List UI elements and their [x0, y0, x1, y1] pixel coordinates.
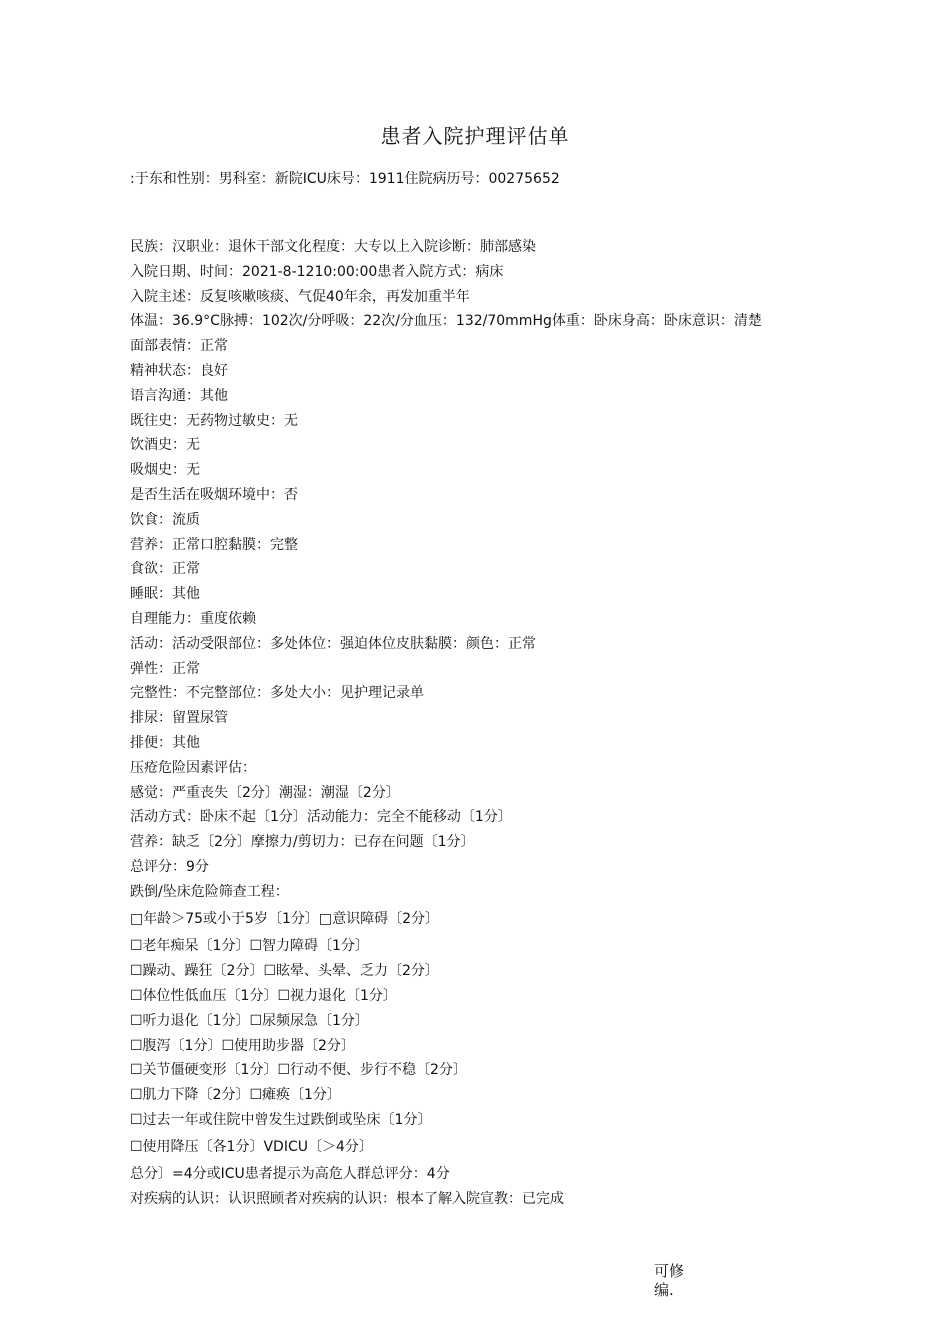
line-sleep: 睡眠：其他: [130, 586, 200, 603]
line-facial-expression: 面部表情：正常: [130, 338, 228, 355]
line-skin-elasticity: 弹性：正常: [130, 660, 200, 677]
line-smoking-environment: 是否生活在吸烟环境中：否: [130, 486, 298, 503]
line-fall-total: 总分〕=4分或ICU患者提示为高危人群总评分：4分: [130, 1166, 450, 1183]
line-appetite: 食欲：正常: [130, 561, 200, 578]
line-activity-skin: 活动：活动受限部位：多处体位：强迫体位皮肤黏膜：颜色：正常: [130, 635, 536, 652]
line-pressure-sensation: 感觉：严重丧失〔2分〕潮湿：潮湿〔2分〕: [130, 784, 400, 801]
line-disease-awareness: 对疾病的认识：认识照顾者对疾病的认识：根本了解入院宣教：已完成: [130, 1191, 564, 1208]
footer-note: 可修编.: [654, 1262, 685, 1299]
line-urination: 排尿：留置尿管: [130, 710, 228, 727]
line-mental-state: 精神状态：良好: [130, 362, 228, 379]
line-pressure-ulcer-heading: 压疮危险因素评估：: [130, 759, 256, 776]
line-fall-agitation: ☐躁动、躁狂〔2分〕☐眩晕、头晕、乏力〔2分〕: [130, 963, 439, 980]
line-nutrition-oral: 营养：正常口腔黏膜：完整: [130, 536, 298, 553]
line-ethnicity-diagnosis: 民族：汉职业：退休干部文化程度：大专以上入院诊断：肺部感染: [130, 239, 536, 255]
line-medical-history: 既往史：无药物过敏史：无: [130, 412, 298, 429]
line-pressure-nutrition: 营养：缺乏〔2分〕摩擦力/剪切力：已存在问题〔1分〕: [130, 834, 475, 851]
line-fall-history: ☐过去一年或住院中曾发生过跌倒或坠床〔1分〕: [130, 1111, 432, 1128]
page-title: 患者入院护理评估单: [380, 124, 570, 148]
line-pressure-total: 总评分：9分: [130, 858, 209, 875]
line-fall-dementia: ☐老年痴呆〔1分〕☐智力障碍〔1分〕: [130, 938, 369, 955]
line-skin-integrity: 完整性：不完整部位：多处大小：见护理记录单: [130, 685, 424, 702]
line-fall-antihypertensive: ☐使用降压〔各1分〕VDICU〔＞4分〕: [130, 1138, 373, 1155]
line-fall-joint: ☐关节僵硬变形〔1分〕☐行动不便、步行不稳〔2分〕: [130, 1062, 467, 1079]
line-fall-muscle: ☐肌力下降〔2分〕☐瘫痪〔1分〕: [130, 1087, 341, 1104]
line-fall-risk-heading: 跌倒/坠床危险筛查工程：: [130, 883, 289, 900]
line-fall-hearing: ☐听力退化〔1分〕☐尿频尿急〔1分〕: [130, 1012, 369, 1029]
line-pressure-activity: 活动方式：卧床不起〔1分〕活动能力：完全不能移动〔1分〕: [130, 809, 512, 826]
line-diet: 饮食：流质: [130, 511, 200, 528]
line-communication: 语言沟通：其他: [130, 387, 228, 404]
line-drinking-history: 饮酒史：无: [130, 437, 200, 454]
line-smoking-history: 吸烟史：无: [130, 462, 200, 479]
line-admission-datetime: 入院日期、时间：2021-8-1210:00:00患者入院方式：病床: [130, 263, 504, 280]
line-self-care: 自理能力：重度依赖: [130, 610, 256, 627]
line-vital-signs: 体温：36.9°C脉搏：102次/分呼吸：22次/分血压：132/70mmHg体重：卧床身高：卧床意识：清楚: [130, 313, 762, 330]
line-fall-age-consciousness: □年龄＞75或小于5岁〔1分〕□意识障碍〔2分〕: [130, 910, 439, 927]
assessment-body: [130, 235, 910, 1212]
line-fall-hypotension: ☐体位性低血压〔1分〕☐视力退化〔1分〕: [130, 987, 397, 1004]
patient-info-line: :于东和性别：男科室：新院ICU床号：1911住院病历号：00275652: [130, 171, 560, 187]
line-chief-complaint: 入院主述：反复咳嗽咳痰、气促40年余，再发加重半年: [130, 288, 470, 305]
line-fall-diarrhea: ☐腹泻〔1分〕☐使用助步器〔2分〕: [130, 1037, 355, 1054]
line-defecation: 排便：其他: [130, 734, 200, 751]
